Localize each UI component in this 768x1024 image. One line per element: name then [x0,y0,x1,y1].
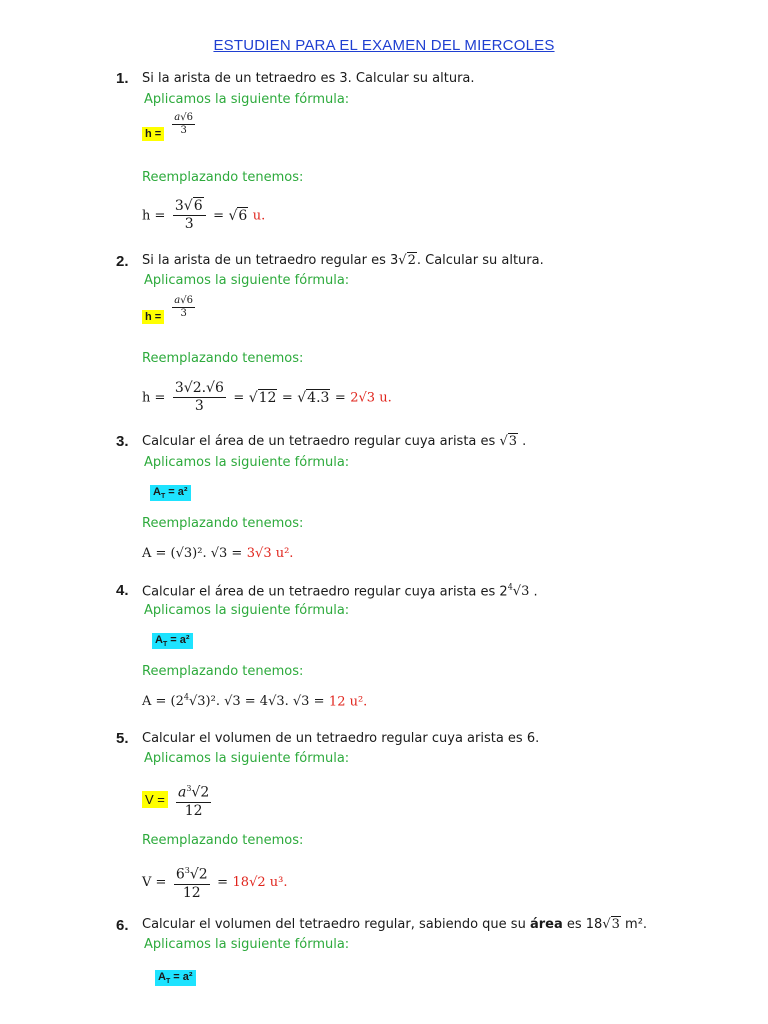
formula-h-1: h = $\frac{a√6}{3}$ [142,120,198,145]
formula-volume-5: V = $\frac{a^3√2}{12}$ [142,780,214,820]
apply-formula-label-4: Aplicamos la siguiente fórmula: [144,603,350,618]
equation-5: V = $\frac{6^3√2}{12}$ = 18√2 u³. [142,862,287,902]
problem-5-number: 5. [116,730,129,747]
problem-6-number: 6. [116,917,129,934]
result-3: 3√3 u². [246,546,294,561]
replace-label-4: Reemplazando tenemos: [142,664,304,679]
problem-3-number: 3. [116,433,129,450]
problem-2-text: Si la arista de un tetraedro regular es 3√2. Calcular su altura. [142,253,544,268]
apply-formula-label-2: Aplicamos la siguiente fórmula: [144,273,350,288]
formula-area-3: $A_T = a^2$ [150,485,191,501]
problem-5-text: Calcular el volumen de un tetraedro regular cuya arista es 6. [142,731,540,746]
problem-1-number: 1. [116,70,129,87]
formula-area-6: $A_T = a^2$ [155,970,196,986]
formula-area-4: $A_T = a^2$ [152,633,193,649]
result-1: u. [252,208,266,224]
page-title: ESTUDIEN PARA EL EXAMEN DEL MIERCOLES [213,37,555,54]
problem-4-number: 4. [116,582,129,599]
problem-2-number: 2. [116,253,129,270]
equation-2: h = $\frac{3√2.√6}{3}$ = √12 = √4.3 = 2√3 u. [142,380,392,414]
apply-formula-label-6: Aplicamos la siguiente fórmula: [144,937,350,952]
problem-1-text: Si la arista de un tetraedro es 3. Calcular su altura. [142,71,475,86]
result-4: 12 u². [328,694,368,710]
h-label: h = [142,127,164,141]
equation-4: $A = (2^4√3)^2$. √3 = 4√3. √3 = 12 u². [142,693,368,710]
equation-1: h = $\frac{3√6}{3}$ = √6 u. [142,198,266,232]
formula-h-2: h = $\frac{a√6}{3}$ [142,303,198,328]
apply-formula-label-5: Aplicamos la siguiente fórmula: [144,751,350,766]
problem-3-text: Calcular el área de un tetraedro regular cuya arista es √3 . [142,434,527,449]
replace-label-2: Reemplazando tenemos: [142,351,304,366]
h-label: h = [142,310,164,324]
result-5: 18√2 u³. [232,874,288,890]
replace-label-5: Reemplazando tenemos: [142,833,304,848]
replace-label-3: Reemplazando tenemos: [142,516,304,531]
apply-formula-label-1: Aplicamos la siguiente fórmula: [144,92,350,107]
problem-4-text: Calcular el área de un tetraedro regular cuya arista es $2^4√3$ . [142,583,538,600]
apply-formula-label-3: Aplicamos la siguiente fórmula: [144,455,350,470]
problem-6-text: Calcular el volumen del tetraedro regular, sabiendo que su área es 18√3 m². [142,917,648,932]
result-2: 2√3 u. [350,390,392,406]
replace-label-1: Reemplazando tenemos: [142,170,304,185]
equation-3: A = (√3)². √3 = 3√3 u². [142,546,294,561]
